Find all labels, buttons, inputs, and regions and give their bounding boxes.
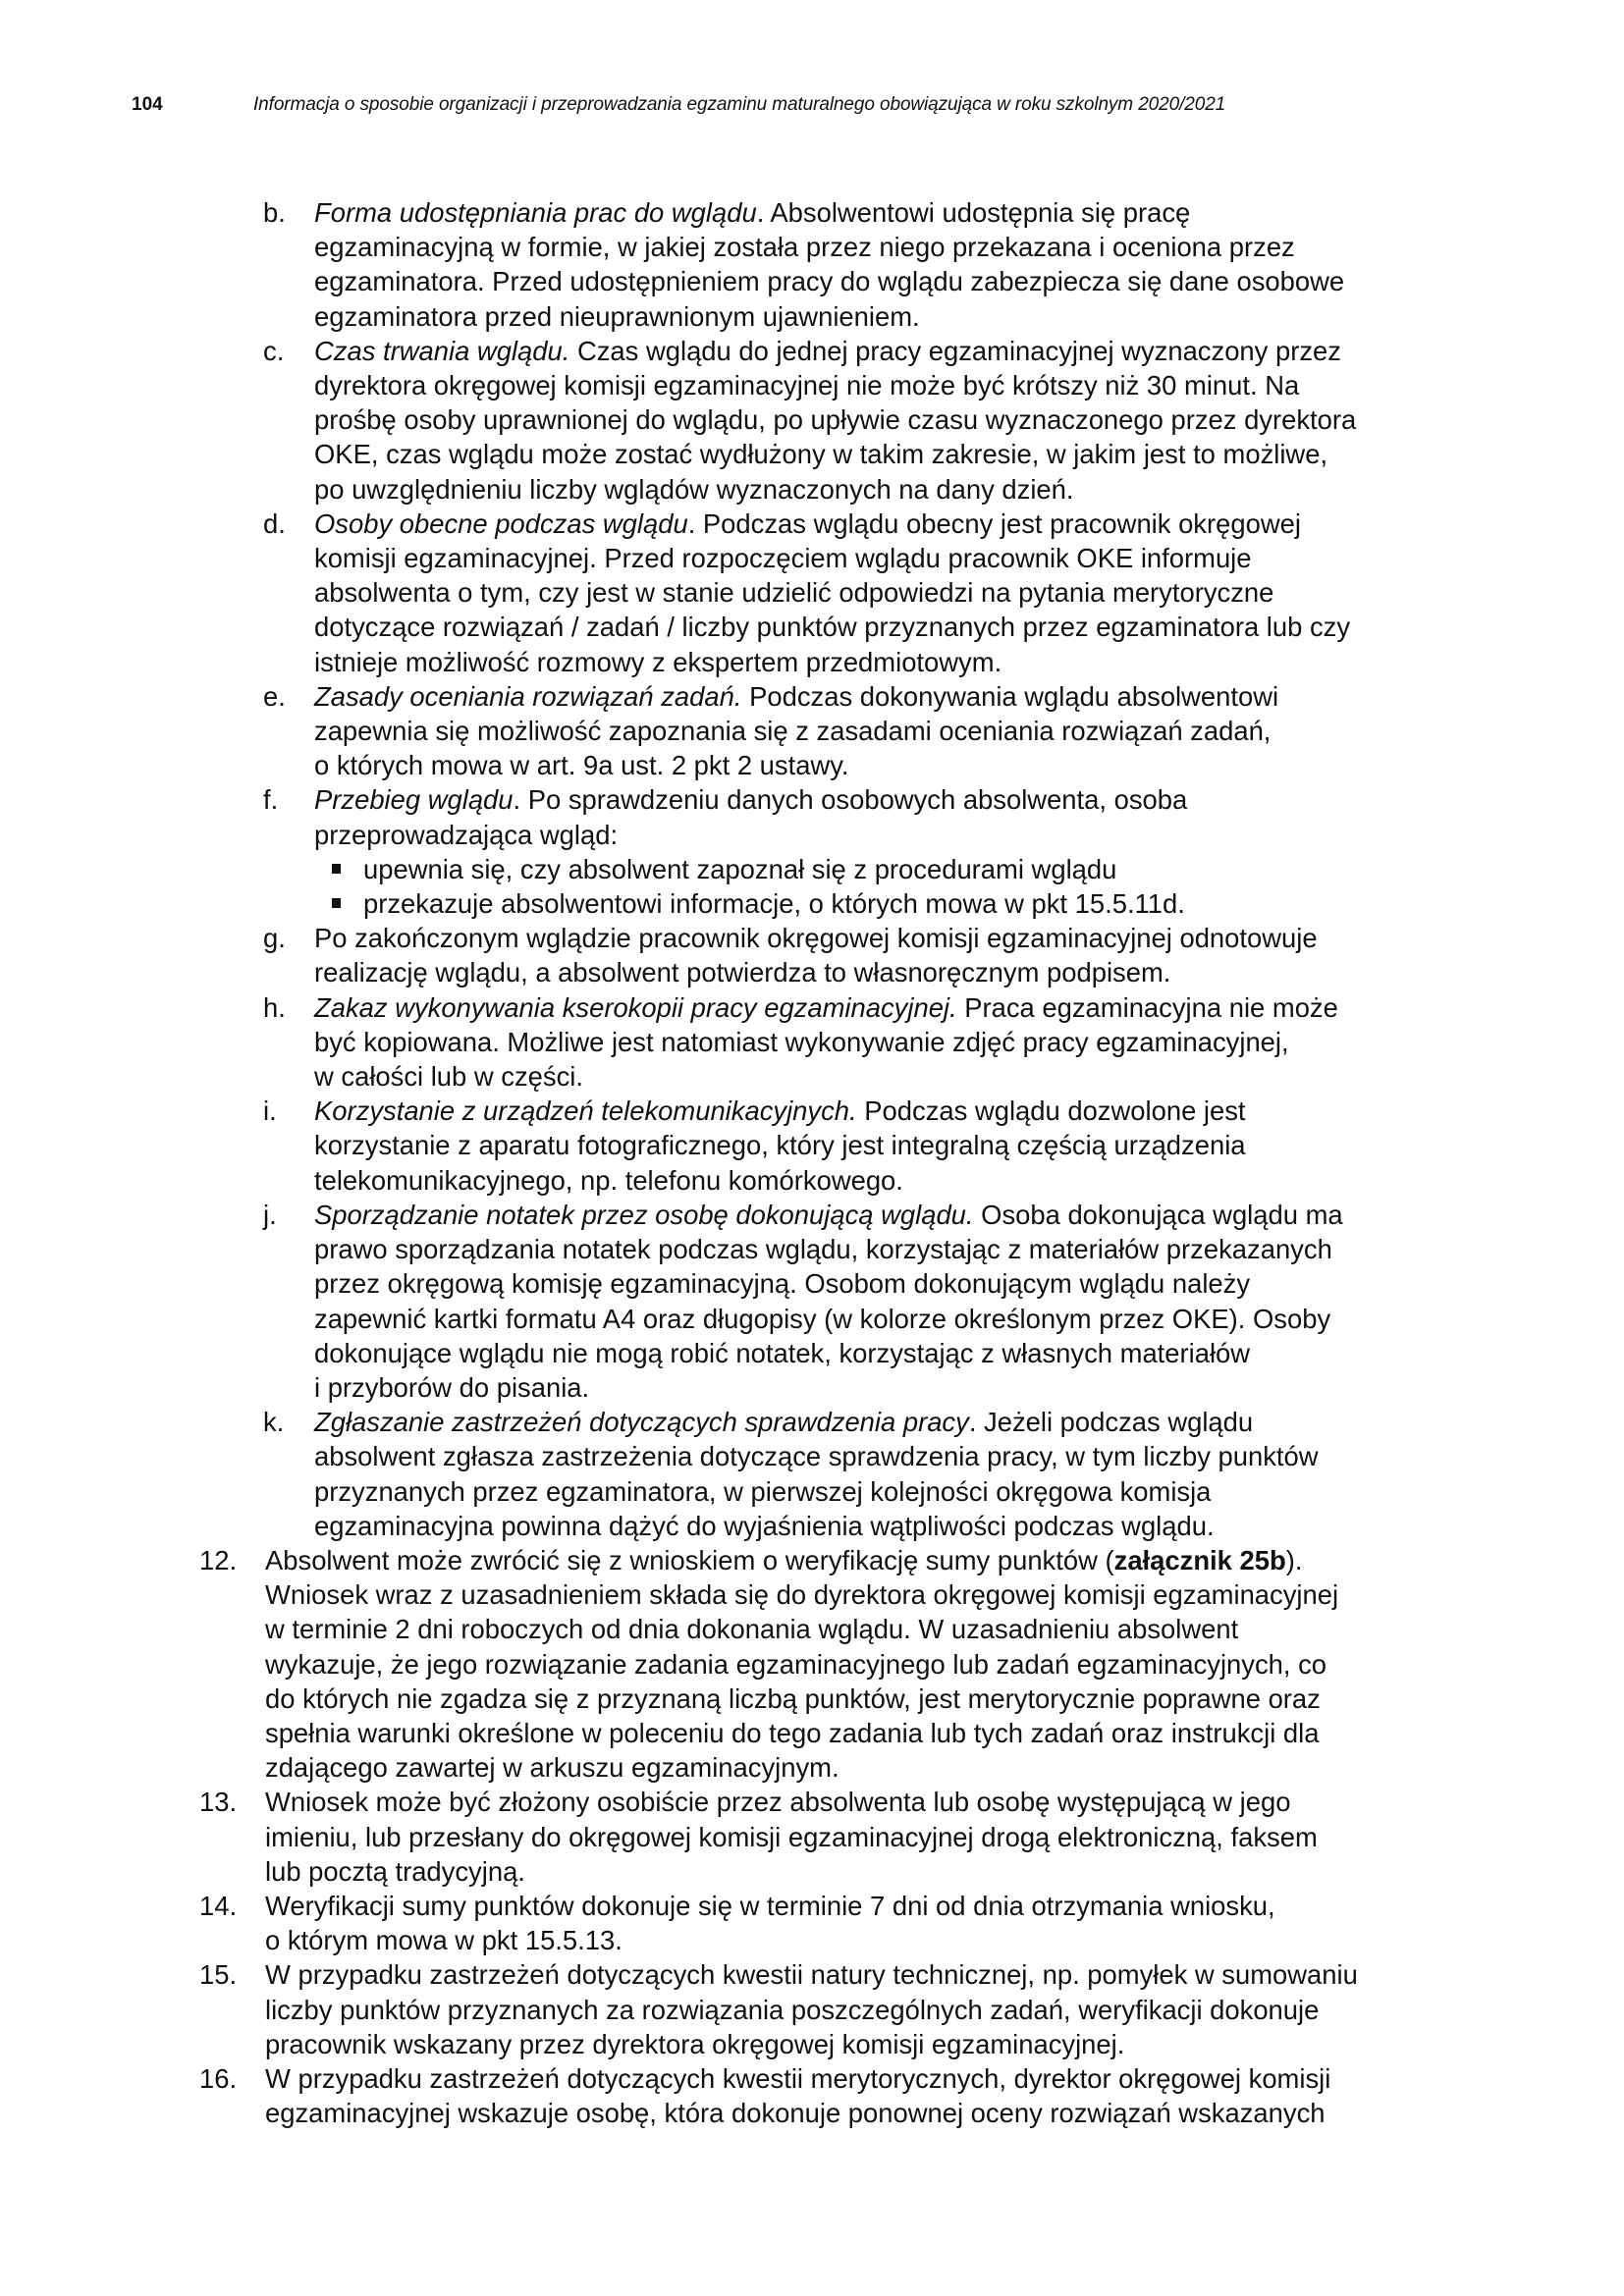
item-text: dotyczące rozwiązań / zadań / liczby punktów przyznanych przez egzaminatora lub czy [314, 612, 1351, 643]
item-text: przyznanych przez egzaminatora, w pierwszej kolejności okręgowa komisja [314, 1475, 1212, 1507]
list-item-16 [0, 2061, 1624, 2130]
square-bullet-icon [332, 898, 341, 908]
list-item-k [0, 1405, 1624, 1543]
list-marker: d. [263, 507, 286, 539]
list-marker: g. [263, 923, 286, 954]
item-text: o których mowa w art. 9a ust. 2 pkt 2 ustawy. [314, 750, 849, 781]
list-marker: i. [263, 1095, 277, 1127]
item-text: Podczas dokonywania wglądu absolwentowi [741, 680, 1279, 712]
item-text: Praca egzaminacyjna nie może [956, 991, 1338, 1023]
item-title: Przebieg wglądu [314, 784, 514, 816]
list-item-c [0, 334, 1624, 507]
item-text: Osoba dokonująca wglądu ma [973, 1199, 1343, 1230]
list-marker: h. [263, 991, 286, 1023]
item-title: Zasady oceniania rozwiązań zadań. [314, 680, 742, 712]
bullet-text: upewnia się, czy absolwent zapoznał się z procedurami wglądu [363, 853, 1117, 884]
item-text: Podczas wglądu dozwolone jest [856, 1095, 1246, 1127]
item-text: egzaminacyjnej wskazuje osobę, która dokonuje ponownej oceny rozwiązań wskazanych [265, 2098, 1326, 2129]
item-text: Weryfikacji sumy punktów dokonuje się w terminie 7 dni od dnia otrzymania wniosku, [265, 1890, 1275, 1921]
item-text: . Absolwentowi udostępnia się pracę [756, 197, 1191, 228]
item-text: ). [1285, 1544, 1303, 1575]
list-marker: 16. [199, 2062, 238, 2094]
list-marker: 13. [199, 1787, 238, 1818]
list-item-b [0, 195, 1624, 334]
item-text: prawo sporządzania notatek podczas wglądu, korzystając z materiałów przekazanych [314, 1234, 1332, 1265]
item-text: Wniosek może być złożony osobiście przez absolwenta lub osobę występującą w jego [265, 1787, 1291, 1818]
item-title: Forma udostępniania prac do wglądu [314, 197, 757, 228]
list-item-g [0, 921, 1624, 989]
item-text: telekomunikacyjnego, np. telefonu komórkowego. [314, 1164, 903, 1196]
item-title: Zakaz wykonywania kserokopii pracy egzaminacyjnej. [314, 991, 957, 1023]
list-marker: j. [263, 1199, 277, 1230]
item-title: Czas trwania wglądu. [314, 335, 570, 366]
item-text: absolwenta o tym, czy jest w stanie udzielić odpowiedzi na pytania merytoryczne [314, 577, 1274, 609]
list-marker: e. [263, 680, 286, 712]
item-title: Sporządzanie notatek przez osobę dokonującą wglądu. [314, 1199, 974, 1230]
item-text: zapewnia się możliwość zapoznania się z zasadami oceniania rozwiązań zadań, [314, 716, 1272, 747]
item-text: liczby punktów przyznanych za rozwiązania poszczególnych zadań, weryfikacji dokonuje [265, 1994, 1320, 2025]
bullet-item [314, 852, 1624, 886]
item-text: Absolwent może zwrócić się z wnioskiem o weryfikację sumy punktów ( [265, 1544, 1114, 1575]
item-text: dyrektora okręgowej komisji egzaminacyjnej nie może być krótszy niż 30 minut. Na [314, 370, 1300, 401]
list-item-h [0, 990, 1624, 1095]
item-text: zdającego zawartej w arkuszu egzaminacyjnym. [265, 1752, 839, 1784]
item-text: lub pocztą tradycyjną. [265, 1855, 525, 1887]
list-item-d [0, 507, 1624, 679]
list-item-15 [0, 1957, 1624, 2061]
item-text: Wniosek wraz z uzasadnieniem składa się do dyrektora okręgowej komisji egzaminacyjnej [265, 1579, 1339, 1611]
item-text: egzaminatora przed nieuprawnionym ujawnieniem. [314, 300, 920, 332]
item-text: . Jeżeli podczas wglądu [968, 1407, 1254, 1438]
item-text: po uwzględnieniu liczby wglądów wyznaczonych na dany dzień. [314, 473, 1074, 505]
item-text: absolwent zgłasza zastrzeżenia dotyczące sprawdzenia pracy, w tym liczby punktów [314, 1441, 1319, 1472]
page-number: 104 [132, 94, 163, 115]
list-item-e [0, 679, 1624, 783]
item-title: Zgłaszanie zastrzeżeń dotyczących sprawdzenia pracy [314, 1407, 969, 1438]
item-text: istnieje możliwość rozmowy z ekspertem przedmiotowym. [314, 646, 1002, 677]
document-body [0, 195, 1624, 2130]
item-text: realizację wglądu, a absolwent potwierdza to własnoręcznym podpisem. [314, 957, 1171, 988]
item-text: egzaminacyjną w formie, w jakiej została przez niego przekazana i oceniona przez [314, 232, 1295, 263]
item-text: być kopiowana. Możliwe jest natomiast wykonywanie zdjęć pracy egzaminacyjnej, [314, 1026, 1289, 1057]
list-marker: c. [263, 335, 285, 366]
page-header [0, 94, 1624, 124]
item-text: przez okręgową komisję egzaminacyjną. Osobom dokonującym wglądu należy [314, 1268, 1251, 1300]
list-marker: 14. [199, 1890, 238, 1921]
attachment-reference: załącznik 25b [1113, 1544, 1286, 1575]
list-marker: 12. [199, 1544, 238, 1575]
item-text: dokonujące wglądu nie mogą robić notatek, korzystając z własnych materiałów [314, 1337, 1251, 1368]
list-marker: 15. [199, 1959, 238, 1991]
item-text: o którym mowa w pkt 15.5.13. [265, 1925, 623, 1956]
item-text: wykazuje, że jego rozwiązanie zadania egzaminacyjnego lub zadań egzaminacyjnych, co [265, 1648, 1327, 1680]
item-text: zapewnić kartki formatu A4 oraz długopisy (w kolorze określonym przez OKE). Osoby [314, 1303, 1331, 1334]
item-text: prośbę osoby uprawnionej do wglądu, po upływie czasu wyznaczonego przez dyrektora [314, 404, 1357, 436]
item-text: spełnia warunki określone w poleceniu do tego zadania lub tych zadań oraz instrukcji dla [265, 1717, 1320, 1748]
item-text: pracownik wskazany przez dyrektora okręgowej komisji egzaminacyjnej. [265, 2028, 1125, 2059]
item-text: imieniu, lub przesłany do okręgowej komisji egzaminacyjnej drogą elektroniczną, faksem [265, 1821, 1318, 1852]
item-text: do których nie zgadza się z przyznaną liczbą punktów, jest merytorycznie poprawne oraz [265, 1682, 1321, 1714]
list-item-j [0, 1198, 1624, 1405]
item-text: przeprowadzająca wgląd: [314, 819, 619, 850]
bullet-item [314, 886, 1624, 921]
item-text: egzaminacyjna powinna dążyć do wyjaśnienia wątpliwości podczas wglądu. [314, 1510, 1215, 1541]
list-item-14 [0, 1889, 1624, 1957]
list-marker: b. [263, 197, 286, 228]
item-text: egzaminatora. Przed udostępnieniem pracy do wglądu zabezpiecza się dane osobowe [314, 266, 1345, 297]
list-item-f [0, 782, 1624, 921]
item-text: OKE, czas wglądu może zostać wydłużony w takim zakresie, w jakim jest to możliwe, [314, 439, 1328, 470]
list-item-12 [0, 1543, 1624, 1785]
item-text: korzystanie z aparatu fotograficznego, który jest integralną częścią urządzenia [314, 1130, 1246, 1161]
item-title: Korzystanie z urządzeń telekomunikacyjnych. [314, 1095, 857, 1127]
list-marker: k. [263, 1407, 285, 1438]
item-text: W przypadku zastrzeżeń dotyczących kwestii natury technicznej, np. pomyłek w sumowaniu [265, 1959, 1358, 1991]
item-text: w całości lub w części. [314, 1061, 583, 1093]
item-text: . Po sprawdzeniu danych osobowych absolwenta, osoba [513, 784, 1188, 816]
item-title: Osoby obecne podczas wglądu [314, 507, 688, 539]
list-marker: f. [263, 784, 279, 816]
item-text: Po zakończonym wglądzie pracownik okręgowej komisji egzaminacyjnej odnotowuje [314, 923, 1318, 954]
running-title: Informacja o sposobie organizacji i przeprowadzania egzaminu maturalnego obowiązująca w roku szkolnym 2020/2021 [253, 94, 1226, 115]
item-text: . Podczas wglądu obecny jest pracownik okręgowej [687, 507, 1301, 539]
list-item-13 [0, 1785, 1624, 1889]
item-text: w terminie 2 dni roboczych od dnia dokonania wglądu. W uzasadnieniu absolwent [265, 1614, 1239, 1645]
square-bullet-icon [332, 864, 341, 874]
item-text: i przyborów do pisania. [314, 1371, 590, 1403]
bullet-text: przekazuje absolwentowi informacje, o których mowa w pkt 15.5.11d. [363, 888, 1185, 920]
item-text: W przypadku zastrzeżeń dotyczących kwestii merytorycznych, dyrektor okręgowej komisji [265, 2062, 1331, 2094]
list-item-i [0, 1094, 1624, 1198]
item-text: Czas wglądu do jednej pracy egzaminacyjnej wyznaczony przez [569, 335, 1341, 366]
item-text: komisji egzaminacyjnej. Przed rozpoczęciem wglądu pracownik OKE informuje [314, 543, 1252, 574]
